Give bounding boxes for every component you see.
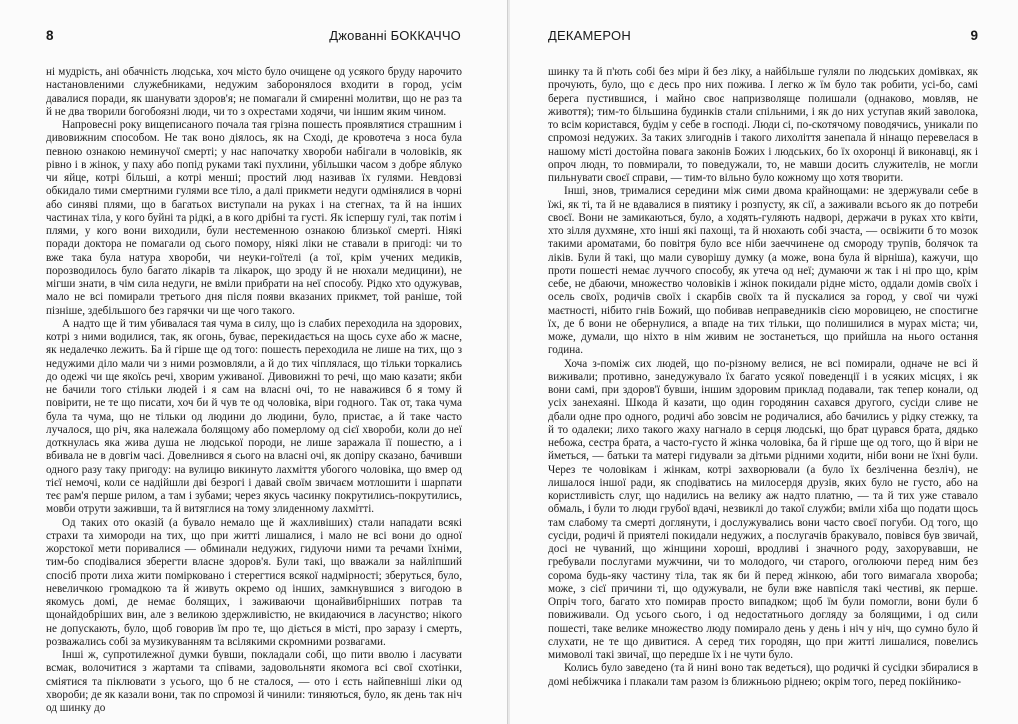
left-page-header [46, 28, 461, 48]
paragraph: Колись було заведено (та й нині воно так ведеться), що родичкі й сусідки збиралися в домі небіжчика і плакали там разом із ближньою ріднею; окрім того, перед покійнико- [548, 662, 978, 688]
paragraph: А надто ще й тим убивалася тая чума в силу, що із слабих переходила на здорових, котрі з ними водилися, так, як огонь, буває, перекидається на щось сухе або ж масне, як недалечко лежить. Ба й гірше ще од того: пошесть переходила не лише на тих, що з недужими діло мали чи з ними розмовляли, а й до тих чіплялася, що тільки торкались до одежі чи ще якоїсь речі, хворим уживаної. Дивовижні то речі, що маю казати; якби не бачили того стільки людей і я сам на власні очі, то не наважився б я тому й повірити, не те що писати, хоч би й чув те од чоловіка, віри годного. Так от, така чума була та чума, що не тільки од людини до людини, було, пристає, а й таке часто лучалося, що річ, яка належала болящому або померлому од сієї хвороби, коли до неї доткнулась яка жива душа не людської породи, не лише заражала її пошестю, а і вбивала не в довгім часі. Довелнився я сього на власні очі, як допіру сказано, бачивши одного разу таку пригоду: на вулицю викинуто лахміття убогого чоловіка, що вмер од тієї немочі, коли се надійшли дві безрогі і давай своїм звичаєм мотлошити і шарпати теє рам'я перше рилом, а там і зубами; через якусь часинку покрутились-покрутились, мовби отрути заживши, та й витяглися на тому злиденному лахмітті. [46, 317, 462, 516]
page-number: 8 [46, 28, 54, 43]
paragraph: Інші ж, супротилежної думки бувши, покладали собі, що пити вволю і ласувати всмак, волочитися з жартами та співами, задовольняти якомога всі свої схотінки, сміятися та піклювати з усього, що б не сталося, — ото і єсть найпевніші ліки од хвороби; де як казали вони, так по спромозі й чинили: тиняються, було, як день так ніч од шинку до [46, 649, 462, 714]
right-page-header [548, 28, 978, 48]
right-page [510, 0, 1018, 724]
paragraph: Од таких ото оказій (а бувало немало ще й жахливіших) стали нападати всякі страхи та химороди на тих, що при житті лишалися, і мало не всі вони до одної жорстокої мети поривалися — обминали недужих, гидуючи ними та речами їхніми, тим-бо сподівалися зберегти власне здоров'я. Були такі, що вважали за найліпший спосіб проти лиха жити помірковано і стерегтися всякої надмірності; зберуться, було, невеличкою громадкою та й живуть окремо од інших, замкнувшися з вигодою в якомусь домі, де немає болящих, і заживаючи щонайвибірніших потрав та щонайдобріших вин, але з великою здержливістю, не вкидаючися в ласунство; нікого не допускають, було, щоб говорив їм про те, що діється в місті, про заразу і смерть, розважались собі за музикуванням та всілякими скромними розвагами. [46, 516, 462, 648]
left-page-body [46, 66, 462, 724]
left-page [0, 0, 508, 724]
paragraph: ні мудрість, ані обачність людська, хоч місто було очищене од усякого бруду нарочито настановленими служебниками, недужим заборонялося входити в город, усім давалися поради, як шанувати здоров'я; не помагали й смиренні молитви, що не раз та й не два творили богобоязні люди, чи то з охрестами ходячи, чи іншим яким чином. [46, 66, 462, 118]
paragraph: Хоча з-поміж сих людей, що по-різному велися, не всі помирали, одначе не всі й виживали; противно, занедужувало їх багато усякої поведенції і в усяких місцях, і як вони самі, при здоров'ї бувши, іншим здоровим приклад подавали, так тепер конали, од усіх занехаяні. Шкода й казати, що один городянин сахався другого, сусіди сливе не дбали одне про одного, родичі або зовсім не родичалися, або бачились у рідку стежку, та й то одалеки; лихо такого жаху нагнало в серця людські, що брат цурався брата, дядько небожа, сестра брата, а часто-густо й жінка чоловіка, ба й гірше ще од того, що й віри не йметься, — батьки та матері гидували за дітьми рідними ходити, ніби вони не їхні були. Через те чоловікам і жінкам, котрі захворювали (а було їх безліченна безліч), не лишалося іншої ради, як сподіватись на милосердя друзів, яких було не густо, або на користливість слуг, що надились на велику аж надто платню, — та й тих уже ставало обмаль, і були то люди грубої вдачі, незвиклі до такої служби; вміли хіба що подати щось там слабому та смерті доглянути, і дослужувались вони часто своєї погуби. Од того, що сусіди, родичі й приятелі покидали недужих, а послугачів бракувало, повівся був звичай, досі не чуваний, що жінщини хороші, вродливі і значного роду, захорувавши, не гребували послугами мужчини, чи то молодого, чи старого, оголюючи перед ним без сорома будь-яку частину тіла, так як би й перед жінкою, аби того вимагала хвороба; може, з сієї причини ті, що одужували, не були вже навпісля такі честиві, як перше. Опріч того, багато хто помирав просто випадком; щоб їм були помогли, вони були б повиживали. Од усього сього, і од недостатнього догляду за болящими, і од сили пошесті, таке велике множество люду помирало день у день і ніч у ніч, що сумно було й слухати, не те що дивитися. А серед тих городян, що при житті лишалися, повелись мимоволі такі звичаї, що передше їх і не чути було. [548, 357, 978, 661]
running-head-title: ДЕКАМЕРОН [548, 28, 631, 43]
paragraph: шинку та й п'ють собі без міри й без ліку, а найбільше гуляли по людських домівках, як прочують, було, що є десь про них пожива. І легко ж їм було так робити, усі-бо, самі берега пустившися, і майно своє напризволяще полишали (однаково, мовляв, не живоття); тим-то більшина будинків стали спільними, і як до них уступав який заволока, то всім користався, будім у себе в господі. Люди сі, по-скотячому поводячись, уникали по спромозі недужих. За таких злигоднів і такого лихоліття занепала й нінащо перевелася в нашому місті достойна повага законів Божих і людських, бо їх охоронці й виконавці, як і опроч людн, то повмирали, то поведужали, то, не мавши досить служителів, не могли пильнувати своєї справи, — тим-то вільно було кожному що хотя творити. [548, 66, 978, 184]
paragraph: Інші, знов, трималися середини між сими двома крайнощами: не здержували себе в їжі, як ті, та й не вдавалися в пиятику і розпусту, як сії, а заживали всього як до потреби своєї. Вони не замикаються, було, а ходять-гуляють надворі, держачи в руках хто квіти, хто зілля духмяне, хто інші які пахощі, та й нюхають собі зчаста, — освіжити б то мозок такими ароматами, бо повітря було все ніби заеччинене од смороду трупів, болячок та ліків. Були й такі, що мали суворішу думку (а може, вона була й вірніша), кажучи, що проти пошесті немає луччого способу, як утеча од неї; думаючи ж так і ні про що, крім себе, не дбаючи, множество чоловіків і жінок покидали рідне місто, оддали домів своїх і осель своїх, родичів своїх і скарбів своїх та й пускалися за город, у свої чи чужі маєтності, нібито гнів Божий, що побивав неправедників сією моровицею, не спостигне їх, де б вони не обернулися, а впаде на тих тільки, що полишилися в мурах міста; чи, може, думали, що ніхто в нім живим не зостанеться, що прийшла на нього остання година. [548, 185, 978, 357]
right-page-body [548, 66, 978, 724]
page-number: 9 [970, 28, 978, 43]
running-head-author: Джованні БОККАЧЧО [329, 28, 461, 43]
paragraph: Напровесні року вищеписаного почала тая грізна пошесть проявлятися страшним і дивовижним способом. Не так воно діялось, як на Сході, де кровотеча з носа була певною ознакою неминучої смерті; у нас напочатку хвороби набігали в чоловіків, як рівно і в жінок, у паху або попід руками такі пухлини, убільшки часом з добре яблуко чи яйце, котрі більші, а котрі менші; простий люд називав їх гулями. Невдовзі обкидало тими смертними гулями все тіло, а далі прикмети недуги одмінялися в чорні або синяві плями, що в багатьох виступали на руках і на стегнах, та й на інших частинах тіла, у кого буйні та рідкі, а в кого дрібні та густі. Як іспершу гулі, так потім і плями, у кого вони виходили, були нестеменною ознакою близької смерті. Ніякі поради доктора не помагали од сього помору, ніякі ліки не ставали в пригоді: чи то вже така була натура хвороби, чи неуки-гоїтелі (а тої, крім учених медиків, порозводилось було багато лікарів та лікарок, що зроду й не нюхали медицини), не мігши знати, в чім сила недуги, не вміли прибрати на неї способу. Рідко хто одужував, мало не всі помирали третього дня після появи вказаних прикмет, той раніше, той пізніше, здебільшого без гарячки чи ще чого такого. [46, 119, 462, 317]
